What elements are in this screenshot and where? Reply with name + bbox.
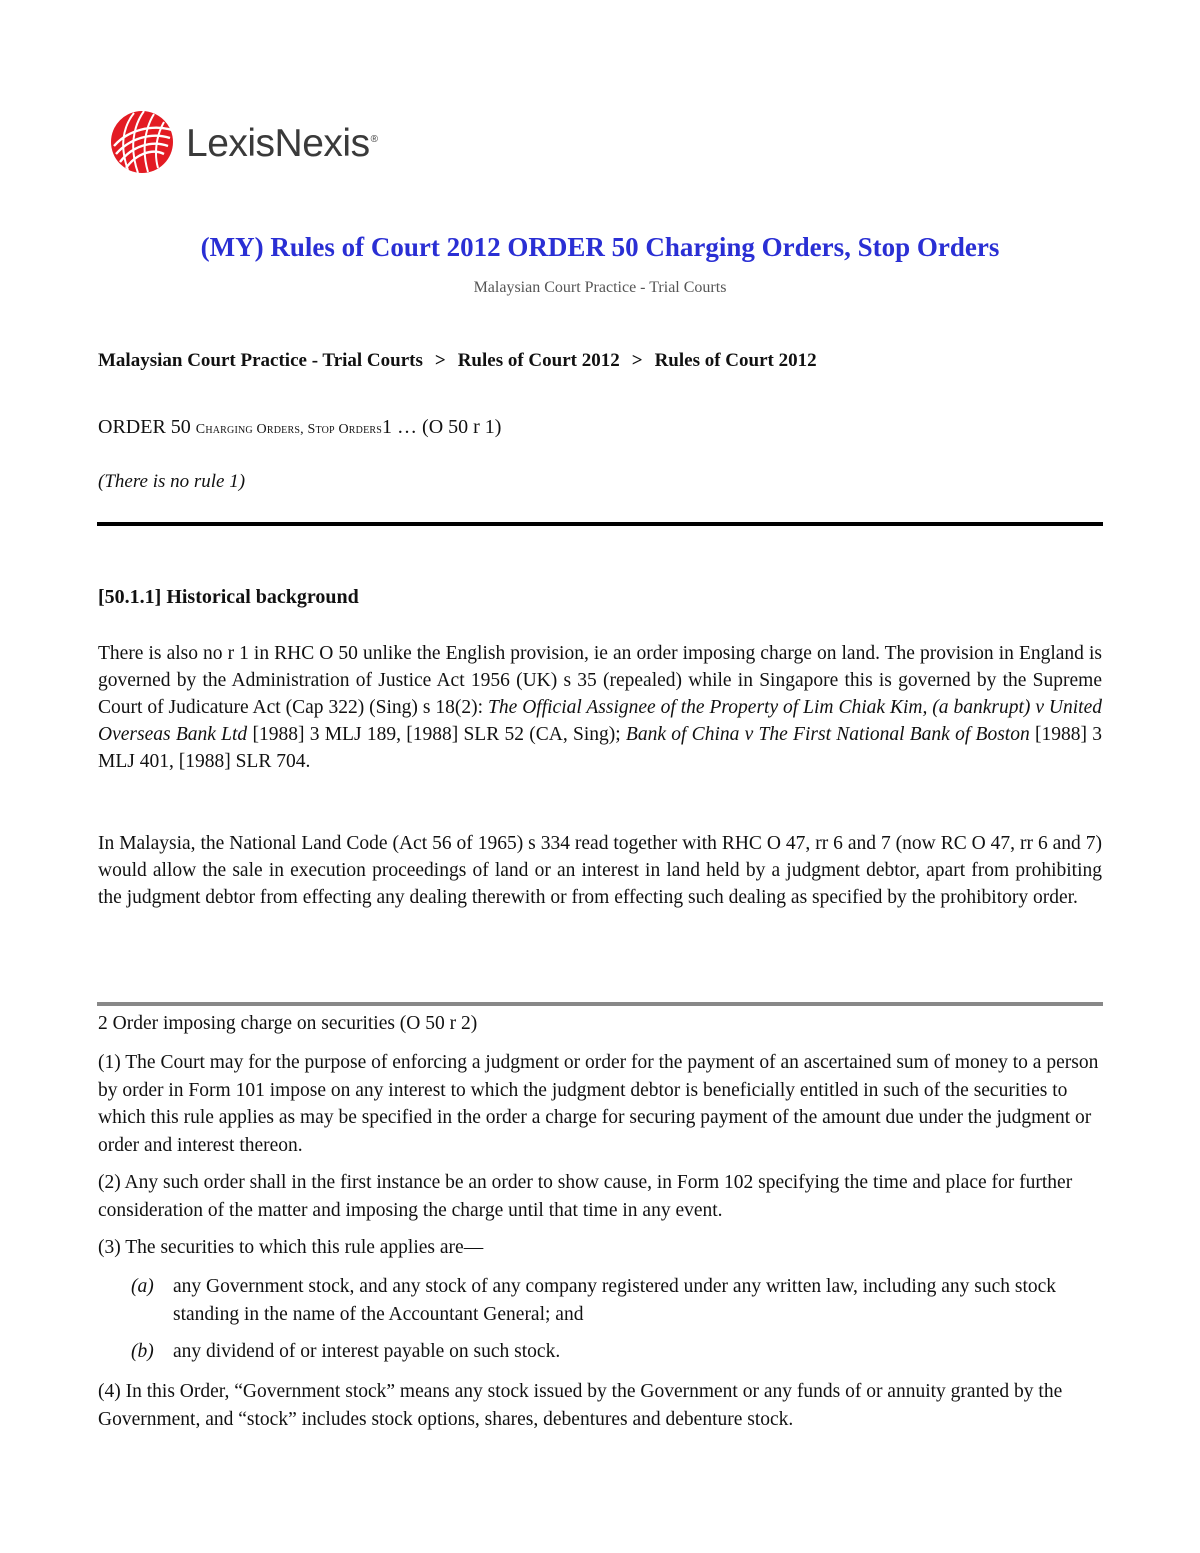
order-prefix: ORDER 50 bbox=[98, 416, 196, 438]
rule-2-clause-3: (3) The securities to which this rule applies are— bbox=[98, 1237, 484, 1258]
logo-wordmark bbox=[186, 122, 377, 166]
no-rule-note: (There is no rule 1) bbox=[98, 471, 246, 492]
para1-text-1: There is also no r 1 in RHC O 50 unlike the English provision, ie an order imposing charge on land. The provision in England is governed by the Administration of Justice Act 1956 (UK) s 35 (repealed) while in Singapore this is governed by the Supreme Court of Judicature Act (Cap 322) (Sing) s 18(2): bbox=[98, 643, 1102, 718]
subitem-text: any dividend of or interest payable on such stock. bbox=[173, 1341, 561, 1362]
breadcrumb-item-practice[interactable]: Malaysian Court Practice - Trial Courts bbox=[98, 350, 423, 371]
lexisnexis-globe-icon bbox=[108, 108, 176, 176]
rule-2-clause-4: (4) In this Order, “Government stock” means any stock issued by the Government or any funds of or annuity granted by the Government, and “stock” includes stock options, shares, debentures and debenture stock. bbox=[98, 1381, 1063, 1430]
case-citation-bank-of-china: Bank of China v The First National Bank of Boston bbox=[625, 724, 1030, 745]
rule-2-clause-1: (1) The Court may for the purpose of enforcing a judgment or order for the payment of an ascertained sum of money to a person by order in Form 101 impose on any interest to which the judgment debtor is beneficially entitled in such of the securities to which this rule applies as may be specified in the order a charge for securing payment of the amount due under the judgment or order and interest thereon. bbox=[98, 1052, 1099, 1156]
breadcrumb-item-rules-current[interactable]: Rules of Court 2012 bbox=[654, 350, 817, 371]
breadcrumb bbox=[98, 350, 817, 372]
order-name: Charging Orders, Stop Orders bbox=[195, 422, 383, 437]
clause-3-subitem-b bbox=[131, 1338, 1103, 1366]
clause-3-subitem-a bbox=[131, 1273, 1103, 1328]
subitem-label: (b) bbox=[131, 1341, 154, 1362]
rule-2-clause-2: (2) Any such order shall in the first instance be an order to show cause, in Form 102 specifying the time and place for further consideration of the matter and imposing the charge until that time in any event. bbox=[98, 1172, 1073, 1221]
historical-paragraph-2: In Malaysia, the National Land Code (Act 56 of 1965) s 334 read together with RHC O 47, rr 6 and 7 (now RC O 47, rr 6 and 7) would allow the sale in execution proceedings of land or an interest in land held by a judgment debtor, apart from prohibiting the judgment debtor from effecting any dealing therewith or from effecting such dealing as specified by the prohibitory order. bbox=[98, 833, 1102, 908]
case-citation-official-assignee: The Official Assignee of the Property of Lim Chiak Kim, (a bankrupt) v United Overseas Bank Ltd bbox=[98, 697, 1102, 745]
section-divider bbox=[97, 522, 1103, 526]
rule-2-title: 2 Order imposing charge on securities (O 50 r 2) bbox=[98, 1013, 478, 1034]
subitem-label: (a) bbox=[131, 1276, 154, 1297]
document-subtitle: Malaysian Court Practice - Trial Courts bbox=[473, 279, 727, 296]
order-suffix: 1 … (O 50 r 1) bbox=[382, 416, 502, 438]
subitem-text: any Government stock, and any stock of any company registered under any written law, including any such stock standing in the name of the Accountant General; and bbox=[173, 1276, 1057, 1325]
order-heading bbox=[98, 416, 501, 439]
document-title: (MY) Rules of Court 2012 ORDER 50 Charging Orders, Stop Orders bbox=[200, 232, 1000, 262]
para1-text-3: [1988] 3 MLJ 401, [1988] SLR 704. bbox=[98, 724, 1102, 772]
breadcrumb-separator: > bbox=[434, 350, 446, 371]
breadcrumb-separator: > bbox=[631, 350, 643, 371]
historical-paragraph-1 bbox=[98, 640, 1102, 775]
breadcrumb-item-rules[interactable]: Rules of Court 2012 bbox=[457, 350, 620, 371]
section-heading: [50.1.1] Historical background bbox=[98, 586, 359, 608]
logo-trademark: ® bbox=[370, 134, 378, 145]
para1-text-2: [1988] 3 MLJ 189, [1988] SLR 52 (CA, Sing); bbox=[247, 724, 626, 745]
lexisnexis-logo bbox=[108, 108, 377, 176]
rule-divider bbox=[97, 1002, 1103, 1006]
logo-brand-text: LexisNexis bbox=[186, 122, 370, 165]
